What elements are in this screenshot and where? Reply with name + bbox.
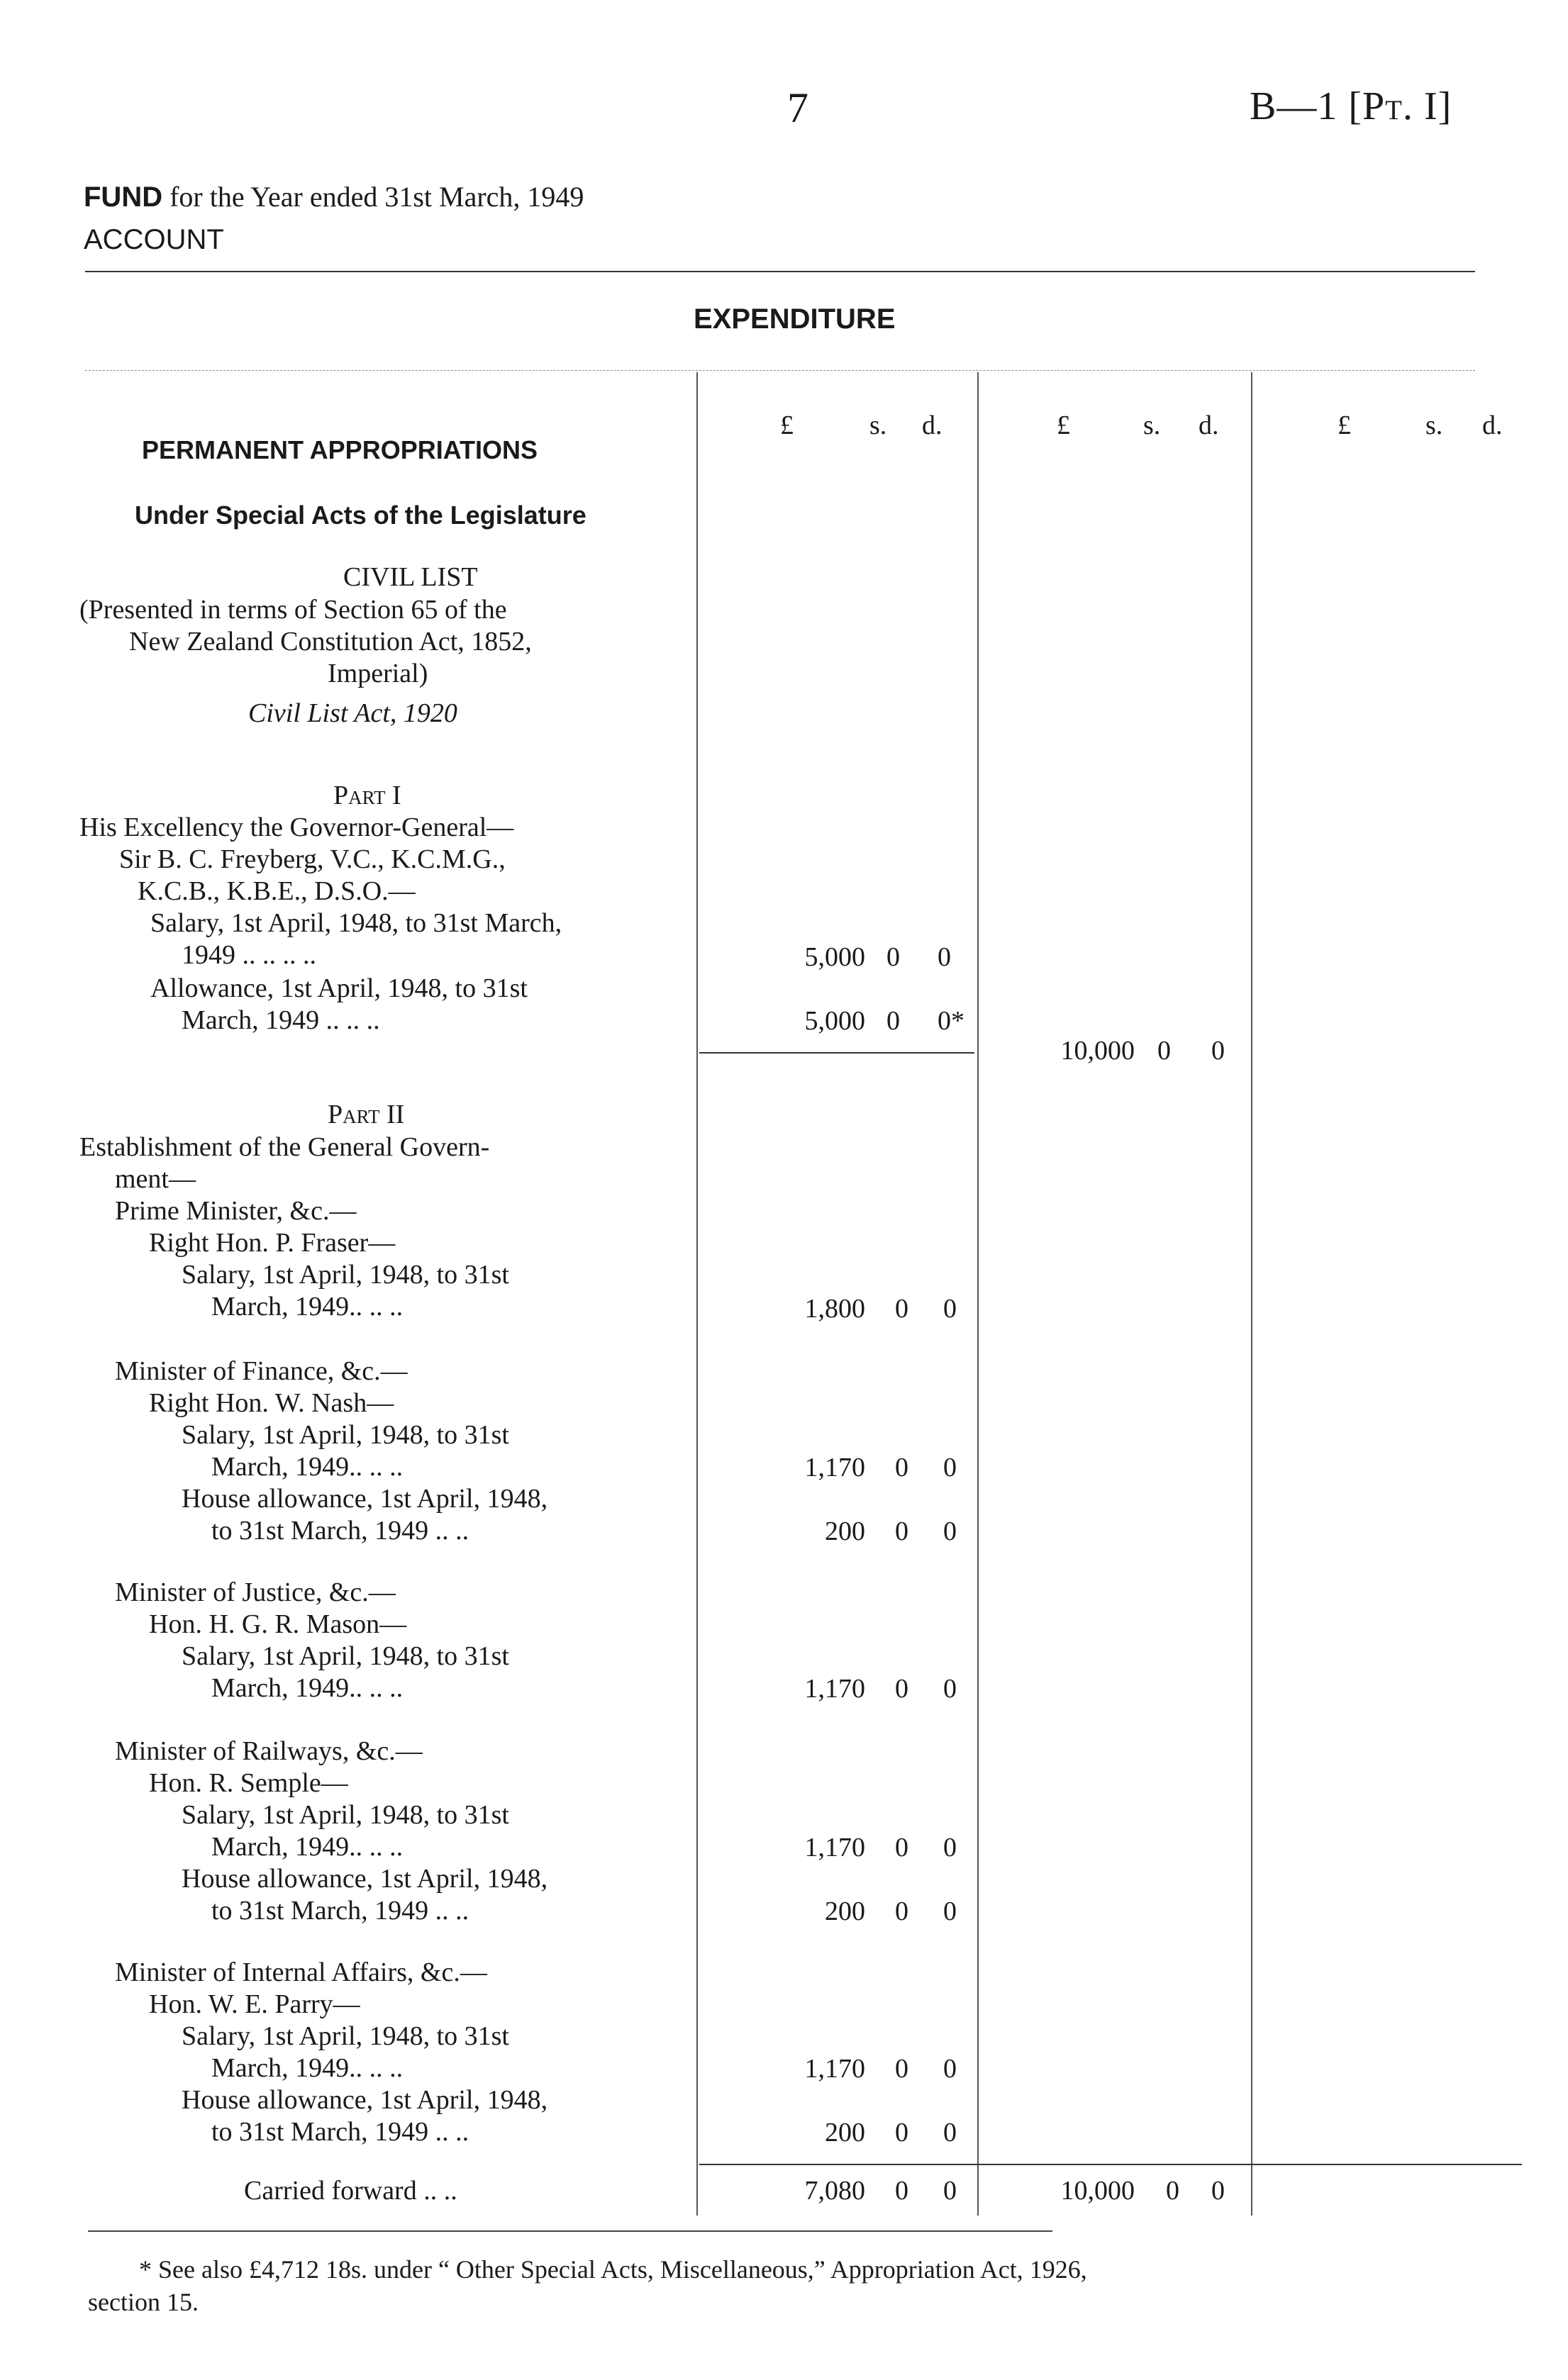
part-2-title: Part II — [328, 1100, 405, 1129]
part-1-title: Part I — [333, 781, 401, 810]
amount-pence: 0 — [943, 2054, 957, 2084]
amount-pence: 0 — [943, 1516, 957, 1546]
col3-shilling-header: s. — [1425, 410, 1443, 440]
part-1-subtotal-rule — [699, 1052, 974, 1054]
amount-pounds: 5,000 — [804, 1006, 865, 1036]
amount-pence: 0 — [943, 1453, 957, 1482]
col1-pound-header: £ — [780, 410, 794, 440]
carried-forward-col1-shillings: 0 — [895, 2176, 908, 2206]
group-line: Hon. W. E. Parry— — [149, 1989, 360, 2019]
group-line: Salary, 1st April, 1948, to 31st — [182, 1420, 509, 1450]
group-line: Hon. H. G. R. Mason— — [149, 1609, 407, 1639]
amount-pounds: 1,800 — [804, 1294, 865, 1324]
group-line: March, 1949.. .. .. — [211, 1452, 404, 1482]
amount-shillings: 0 — [895, 1516, 908, 1546]
amount-shillings: 0 — [886, 942, 900, 972]
amount-shillings: 0 — [895, 2118, 908, 2147]
part-2-intro-line: Establishment of the General Govern- — [79, 1132, 490, 1162]
amount-shillings: 0 — [886, 1006, 900, 1036]
amount-shillings: 0 — [895, 1294, 908, 1324]
amount-shillings: 0 — [895, 1453, 908, 1482]
civil-list-act: Civil List Act, 1920 — [248, 698, 457, 728]
col2-pound-header: £ — [1057, 410, 1070, 440]
col1-shilling-header: s. — [869, 410, 887, 440]
fund-title-bold: FUND — [84, 181, 163, 213]
group-line: to 31st March, 1949 .. .. — [211, 2117, 469, 2147]
special-acts-heading: Under Special Acts of the Legislature — [135, 501, 586, 530]
group-line: March, 1949.. .. .. — [211, 1292, 404, 1322]
amount-pence: 0 — [938, 942, 951, 972]
part-1-line: March, 1949 .. .. .. — [182, 1005, 380, 1035]
part-1-line: Allowance, 1st April, 1948, to 31st — [150, 973, 528, 1003]
group-line: Minister of Justice, &c.— — [115, 1577, 396, 1607]
amount-pounds: 200 — [825, 2118, 865, 2147]
amount-pounds: 1,170 — [804, 1453, 865, 1482]
amount-pounds: 200 — [825, 1896, 865, 1926]
col1-pence-header: d. — [922, 410, 943, 440]
group-line: Minister of Finance, &c.— — [115, 1356, 408, 1386]
expenditure-rule — [85, 370, 1475, 371]
presented-line-2: New Zealand Constitution Act, 1852, — [129, 627, 532, 657]
presented-line-3: Imperial) — [328, 659, 428, 688]
group-line: Minister of Internal Affairs, &c.— — [115, 1957, 487, 1987]
carried-forward-label: Carried forward .. .. — [244, 2176, 457, 2206]
amount-pence: 0 — [943, 1833, 957, 1862]
carried-forward-col2-shillings: 0 — [1166, 2176, 1179, 2206]
part-1-line: K.C.B., K.B.E., D.S.O.— — [138, 876, 416, 906]
group-line: March, 1949.. .. .. — [211, 1832, 404, 1862]
amount-shillings: 0 — [895, 1896, 908, 1926]
group-line: to 31st March, 1949 .. .. — [211, 1516, 469, 1546]
group-line: Salary, 1st April, 1948, to 31st — [182, 1800, 509, 1830]
amount-shillings: 0 — [895, 1833, 908, 1862]
amount-pence: 0 — [943, 2118, 957, 2147]
col3-pound-header: £ — [1338, 410, 1351, 440]
amount-pence: 0 — [943, 1674, 957, 1704]
group-line: Minister of Railways, &c.— — [115, 1736, 423, 1766]
fund-title — [84, 180, 584, 213]
col2-pence-header: d. — [1199, 410, 1219, 440]
amount-shillings: 0 — [895, 1674, 908, 1704]
part-1-subtotal-pounds: 10,000 — [1060, 1036, 1135, 1066]
column-divider-1 — [696, 372, 698, 2216]
column-divider-3 — [1251, 372, 1252, 2216]
civil-list-heading: CIVIL LIST — [343, 562, 478, 592]
footnote-line-1: * See also £4,712 18s. under “ Other Special Acts, Miscellaneous,” Appropriation Act, 1926, — [139, 2255, 1087, 2284]
account-title: ACCOUNT — [84, 224, 224, 255]
amount-pence: 0 — [943, 1896, 957, 1926]
group-line: Salary, 1st April, 1948, to 31st — [182, 2021, 509, 2051]
part-1-subtotal-pence: 0 — [1211, 1036, 1225, 1066]
presented-line-1: (Presented in terms of Section 65 of the — [79, 595, 507, 625]
carried-forward-col1-pence: 0 — [943, 2176, 957, 2206]
carried-forward-rule — [699, 2164, 1522, 2165]
footnote-rule — [88, 2230, 1052, 2232]
group-line: March, 1949.. .. .. — [211, 2053, 404, 2083]
carried-forward-col1-pounds: 7,080 — [804, 2176, 865, 2206]
part-1-line: His Excellency the Governor-General— — [79, 812, 514, 842]
column-divider-2 — [977, 372, 979, 2216]
expenditure-title: EXPENDITURE — [694, 303, 896, 335]
amount-pounds: 1,170 — [804, 2054, 865, 2084]
part-2-intro-line: ment— — [115, 1164, 196, 1194]
part-1-line: Salary, 1st April, 1948, to 31st March, — [150, 908, 562, 938]
group-line: House allowance, 1st April, 1948, — [182, 1864, 548, 1894]
header-rule — [85, 271, 1475, 272]
group-line: March, 1949.. .. .. — [211, 1673, 404, 1703]
page-number: 7 — [787, 84, 808, 131]
col2-shilling-header: s. — [1143, 410, 1161, 440]
carried-forward-col2-pounds: 10,000 — [1060, 2176, 1135, 2206]
group-line: House allowance, 1st April, 1948, — [182, 2085, 548, 2115]
footnote-line-2: section 15. — [88, 2288, 199, 2316]
group-line: Right Hon. P. Fraser— — [149, 1228, 396, 1258]
document-reference: B—1 [Pt. I] — [1250, 84, 1452, 128]
carried-forward-col2-pence: 0 — [1211, 2176, 1225, 2206]
group-line: Hon. R. Semple— — [149, 1768, 348, 1798]
amount-pounds: 1,170 — [804, 1833, 865, 1862]
amount-pence: 0 — [943, 1294, 957, 1324]
group-line: Right Hon. W. Nash— — [149, 1388, 394, 1418]
group-line: Prime Minister, &c.— — [115, 1196, 357, 1226]
col3-pence-header: d. — [1482, 410, 1503, 440]
group-line: to 31st March, 1949 .. .. — [211, 1896, 469, 1926]
part-1-line: 1949 .. .. .. .. — [182, 940, 316, 970]
group-line: House allowance, 1st April, 1948, — [182, 1484, 548, 1514]
permanent-appropriations-heading: PERMANENT APPROPRIATIONS — [142, 435, 538, 464]
part-1-line: Sir B. C. Freyberg, V.C., K.C.M.G., — [119, 844, 506, 874]
part-1-subtotal-shillings: 0 — [1157, 1036, 1171, 1066]
fund-title-rest: for the Year ended 31st March, 1949 — [169, 181, 584, 213]
amount-shillings: 0 — [895, 2054, 908, 2084]
amount-pounds: 1,170 — [804, 1674, 865, 1704]
amount-pounds: 5,000 — [804, 942, 865, 972]
amount-pence: 0* — [938, 1006, 964, 1036]
group-line: Salary, 1st April, 1948, to 31st — [182, 1260, 509, 1290]
group-line: Salary, 1st April, 1948, to 31st — [182, 1641, 509, 1671]
amount-pounds: 200 — [825, 1516, 865, 1546]
